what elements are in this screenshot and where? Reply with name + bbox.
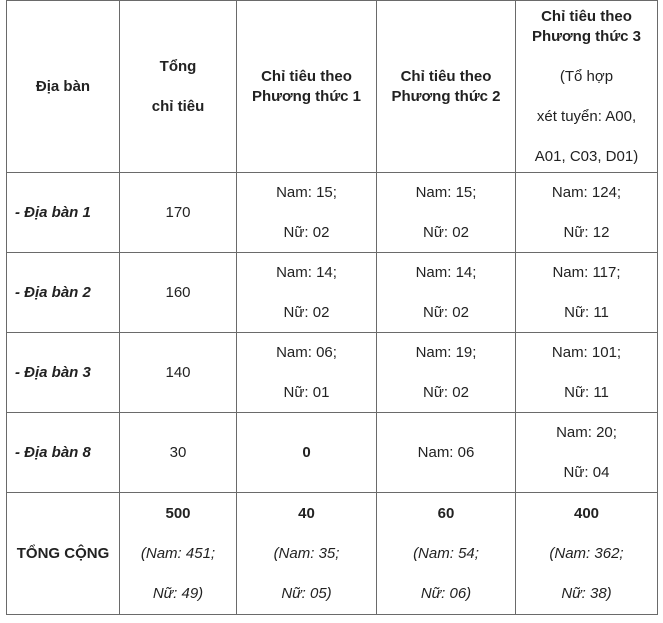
- header-row: [7, 1, 658, 173]
- total-cell: 30: [120, 413, 237, 493]
- method-2-cell: Nam: 19; Nữ: 02: [377, 333, 516, 413]
- total-cell: 170: [120, 173, 237, 253]
- region-cell: - Địa bàn 2: [7, 253, 120, 333]
- total-label: TỔNG CỘNG: [7, 493, 120, 615]
- method-2-cell: Nam: 14; Nữ: 02: [377, 253, 516, 333]
- method-3-cell: Nam: 124; Nữ: 12: [516, 173, 658, 253]
- method-1-cell: Nam: 15; Nữ: 02: [237, 173, 377, 253]
- table-row: [7, 173, 658, 253]
- method-2-cell: Nam: 15; Nữ: 02: [377, 173, 516, 253]
- method-2-total-cell: 60 (Nam: 54; Nữ: 06): [377, 493, 516, 615]
- method-1-total-cell: 40 (Nam: 35; Nữ: 05): [237, 493, 377, 615]
- method-1-cell: 0: [237, 413, 377, 493]
- method-3-cell: Nam: 101; Nữ: 11: [516, 333, 658, 413]
- method-3-cell: Nam: 117; Nữ: 11: [516, 253, 658, 333]
- method-3-cell: Nam: 20; Nữ: 04: [516, 413, 658, 493]
- method-3-total-cell: 400 (Nam: 362; Nữ: 38): [516, 493, 658, 615]
- method-2-cell: Nam: 06: [377, 413, 516, 493]
- total-cell: 140: [120, 333, 237, 413]
- region-cell: - Địa bàn 1: [7, 173, 120, 253]
- header-region: Địa bàn: [7, 1, 120, 173]
- header-method-2: Chỉ tiêu theo Phương thức 2: [377, 1, 516, 173]
- total-cell: 160: [120, 253, 237, 333]
- grand-total-cell: 500 (Nam: 451; Nữ: 49): [120, 493, 237, 615]
- header-total: Tổng chỉ tiêu: [120, 1, 237, 173]
- method-1-cell: Nam: 14; Nữ: 02: [237, 253, 377, 333]
- region-cell: - Địa bàn 8: [7, 413, 120, 493]
- table-row: [7, 253, 658, 333]
- total-row: [7, 493, 658, 615]
- quota-table: [6, 0, 658, 615]
- method-1-cell: Nam: 06; Nữ: 01: [237, 333, 377, 413]
- header-method-3: Chỉ tiêu theo Phương thức 3 (Tổ hợp xét tuyển: A00, A01, C03, D01): [516, 1, 658, 173]
- table-row: [7, 333, 658, 413]
- region-cell: - Địa bàn 3: [7, 333, 120, 413]
- table-row: [7, 413, 658, 493]
- header-method-1: Chỉ tiêu theo Phương thức 1: [237, 1, 377, 173]
